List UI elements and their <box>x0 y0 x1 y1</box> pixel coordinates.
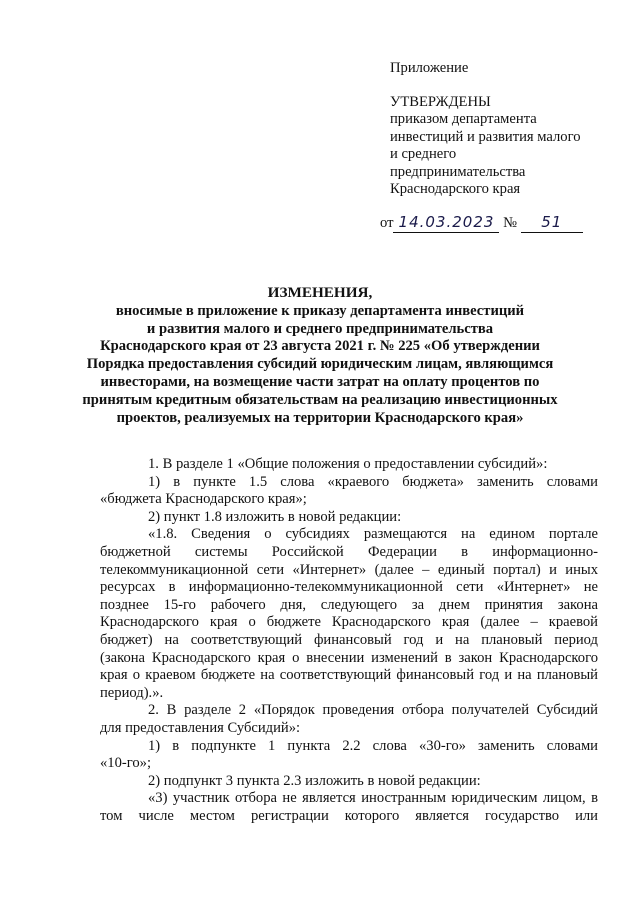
body-line: телекоммуникационной сети «Интернет» (далее – единый портал) и иных <box>100 561 598 578</box>
approval-line: и среднего <box>390 146 457 162</box>
body-line: «1.8. Сведения о субсидиях размещаются на едином портале <box>148 526 598 543</box>
body-line: бюджет) на соответствующий финансовый год и на плановый период <box>100 631 598 648</box>
approval-line: УТВЕРЖДЕНЫ <box>390 93 491 110</box>
heading-title: ИЗМЕНЕНИЯ, <box>267 284 373 301</box>
number-label: № <box>503 215 518 231</box>
body-line: 1) в пункте 1.5 слова «краевого бюджета» заменить словами <box>148 473 598 490</box>
order-date-handwritten: 14.03.2023 <box>393 212 499 233</box>
approval-block <box>390 60 620 199</box>
body-line: «10-го»; <box>100 755 152 772</box>
body-line: 2) пункт 1.8 изложить в новой редакции: <box>148 508 402 525</box>
approval-line: Краснодарского края <box>390 181 521 197</box>
document-heading <box>60 284 580 427</box>
heading-line: принятым кредитным обязательствам на реализацию инвестиционных <box>82 391 558 408</box>
body-line: 2) подпункт 3 пункта 2.3 изложить в новой редакции: <box>148 772 481 789</box>
approval-line: приказом департамента <box>390 111 537 127</box>
heading-line: и развития малого и среднего предпринимательства <box>146 320 494 337</box>
body-line: период).». <box>100 684 164 701</box>
body-line: Краснодарского края о бюджете Краснодарского края (далее – краевой <box>100 614 598 631</box>
body-line: 1) в подпункте 1 пункта 2.2 слова «30-го» заменить словами <box>148 737 598 754</box>
heading-line: Краснодарского края от 23 августа 2021 г. № 225 «Об утверждении <box>100 338 540 355</box>
body-line: бюджетной системы Российской Федерации в информационно- <box>100 543 598 560</box>
heading-line: проектов, реализуемых на территории Краснодарского края» <box>116 409 524 426</box>
heading-line: инвесторами, на возмещение части затрат на оплату процентов по <box>100 373 540 390</box>
body-line: 2. В разделе 2 «Порядок проведения отбора получателей Субсидий <box>148 702 598 719</box>
body-line: (закона Краснодарского края о внесении изменений в закон Краснодарского <box>100 649 598 666</box>
order-number-handwritten: 51 <box>521 212 583 233</box>
heading-line: вносимые в приложение к приказу департамента инвестиций <box>115 302 525 319</box>
from-label: от <box>380 215 394 231</box>
body-line: 1. В разделе 1 «Общие положения о предоставлении субсидий»: <box>148 456 548 472</box>
approval-line: инвестиций и развития малого <box>390 128 581 145</box>
order-reference <box>380 212 583 233</box>
body-line: для предоставления Субсидий»: <box>100 719 301 736</box>
body-line: «бюджета Краснодарского края»; <box>100 491 307 508</box>
approval-line: предпринимательства <box>390 163 526 180</box>
heading-line: Порядка предоставления субсидий юридическим лицам, являющимся <box>86 356 554 373</box>
body-line: края о краевом бюджете на соответствующий финансовый год и на плановый <box>100 667 598 684</box>
appendix-label: Приложение <box>390 60 469 76</box>
body-line: позднее 15-го рабочего дня, следующего за днем принятия закона <box>100 596 598 613</box>
body-line: ресурсах в информационно-телекоммуникационной сети «Интернет» не <box>100 579 598 596</box>
body-line: том числе местом регистрации которого является государство или <box>100 807 598 824</box>
document-body <box>100 456 598 825</box>
body-line: «3) участник отбора не является иностранным юридическим лицом, в <box>148 790 598 807</box>
